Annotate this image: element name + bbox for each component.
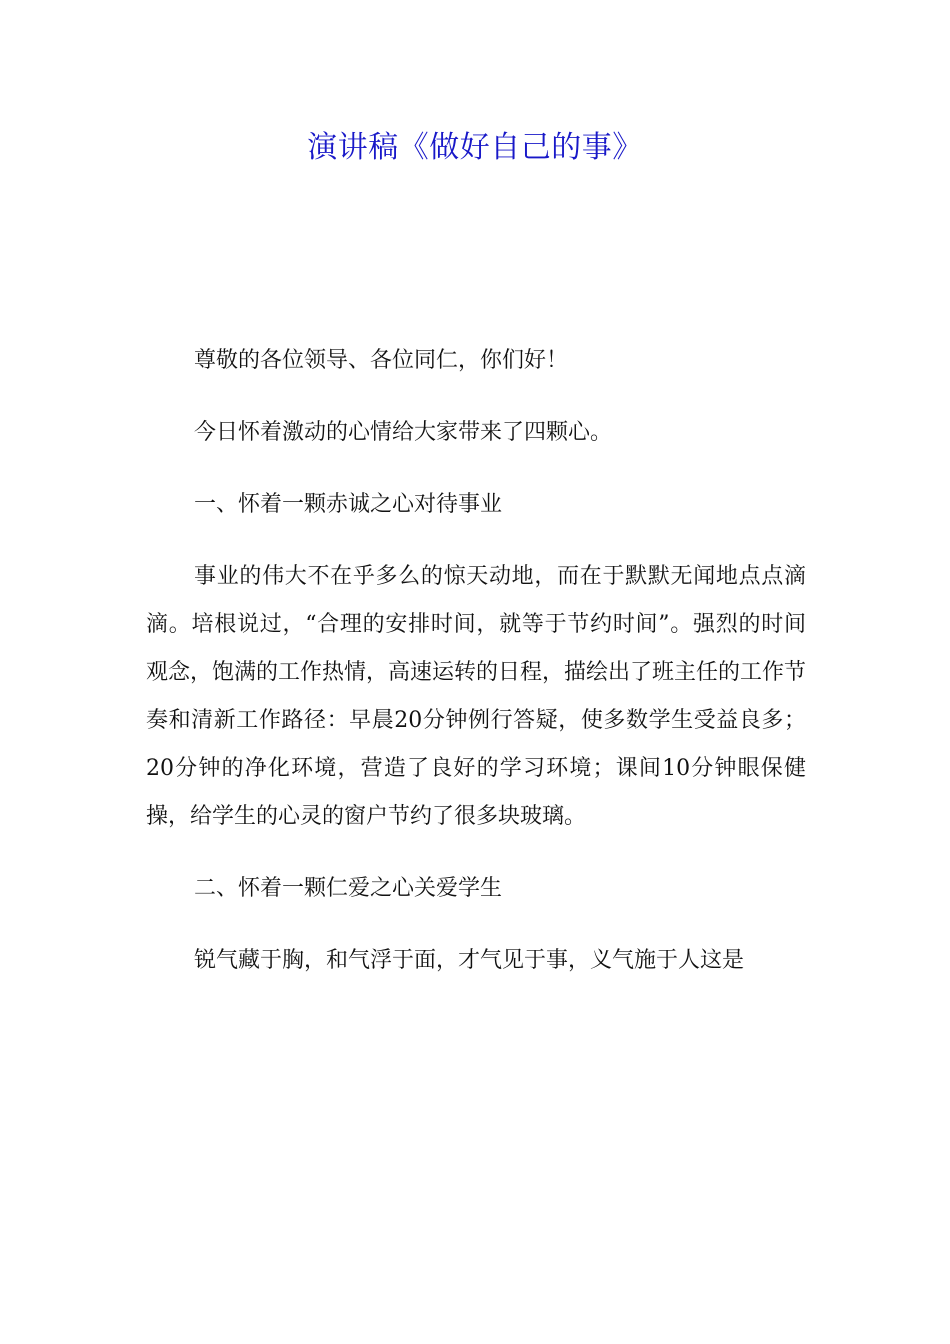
section-heading-1: 一、怀着一颗赤诚之心对待事业 (194, 492, 503, 517)
section-1-paragraph: 事业的伟大不在乎多么的惊天动地，而在于默默无闻地点点滴滴。培根说过，“合理的安排时间，就等于节约时间”。强烈的时间观念，饱满的工作热情，高速运转的日程，描绘出了班主任的工作节奏和清新工作路径：早晨20分钟例行答疑，使多数学生受益良多；20分钟的净化环境，营造了良好的学习环境；课间10分钟眼保健操，给学生的心灵的窗户节约了很多块玻璃。 (146, 564, 807, 829)
greeting-paragraph: 尊敬的各位领导、各位同仁，你们好！ (194, 348, 569, 373)
document-body (146, 337, 806, 1009)
intro-paragraph: 今日怀着激动的心情给大家带来了四颗心。 (194, 420, 613, 445)
document-title: 演讲稿《做好自己的事》 (307, 130, 643, 165)
section-heading-2: 二、怀着一颗仁爱之心关爱学生 (194, 876, 503, 901)
section-2-paragraph: 锐气藏于胸，和气浮于面，才气见于事，义气施于人这是 (194, 948, 745, 973)
